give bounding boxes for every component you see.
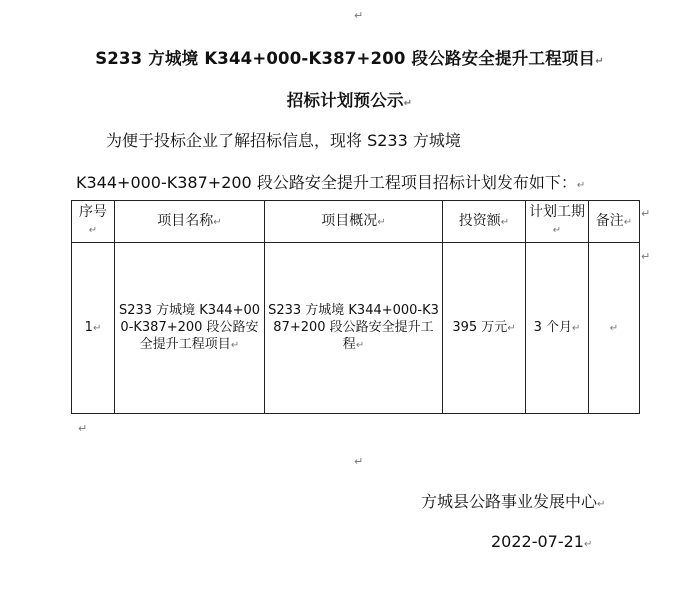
title-line2-text: 招标计划预公示 <box>286 91 404 110</box>
header-project-name: 项目名称↵ <box>115 201 265 243</box>
paragraph-mark: ↵ <box>583 539 593 550</box>
intro-line2-text: K344+000-K387+200 段公路安全提升工程项目招标计划发布如下： <box>76 173 577 192</box>
paragraph-mark: ↵ <box>78 422 88 435</box>
paragraph-mark: ↵ <box>641 250 651 263</box>
paragraph-mark: ↵ <box>354 455 364 468</box>
header-duration: 计划工期↵ <box>526 201 589 243</box>
document-title-line2 <box>0 87 699 111</box>
header-investment: 投资额↵ <box>443 201 526 243</box>
paragraph-mark: ↵ <box>641 207 651 220</box>
paragraph-mark: ↵ <box>354 9 364 22</box>
issuer-line <box>421 489 605 512</box>
paragraph-mark: ↵ <box>595 56 604 67</box>
header-note: 备注↵ <box>589 201 640 243</box>
cell-investment: 395 万元↵ <box>443 243 526 414</box>
intro-line2 <box>76 170 585 193</box>
issuer-name: 方城县公路事业发展中心 <box>421 492 598 511</box>
header-index: 序号↵ <box>72 201 115 243</box>
cell-project-overview: S233 方城境 K344+000-K387+200 段公路安全提升工程↵ <box>265 243 443 414</box>
intro-line1 <box>106 128 461 151</box>
header-project-overview: 项目概况↵ <box>265 201 443 243</box>
document-title-line1 <box>0 45 699 69</box>
tender-plan-table <box>71 200 640 414</box>
table-row <box>72 243 640 414</box>
title-line1-text: S233 方城境 K344+000-K387+200 段公路安全提升工程项目 <box>95 49 596 68</box>
date-line <box>491 532 592 551</box>
cell-note: ↵ <box>589 243 640 414</box>
paragraph-mark: ↵ <box>597 499 606 510</box>
paragraph-mark: ↵ <box>576 180 586 191</box>
intro-line1-text: 为便于投标企业了解招标信息，现将 S233 方城境 <box>106 131 461 150</box>
cell-project-name: S233 方城境 K344+000-K387+200 段公路安全提升工程项目↵ <box>115 243 265 414</box>
cell-duration: 3 个月↵ <box>526 243 589 414</box>
paragraph-mark: ↵ <box>403 98 413 109</box>
table-header-row <box>72 201 640 243</box>
publish-date: 2022-07-21 <box>491 532 584 551</box>
cell-index: 1↵ <box>72 243 115 414</box>
